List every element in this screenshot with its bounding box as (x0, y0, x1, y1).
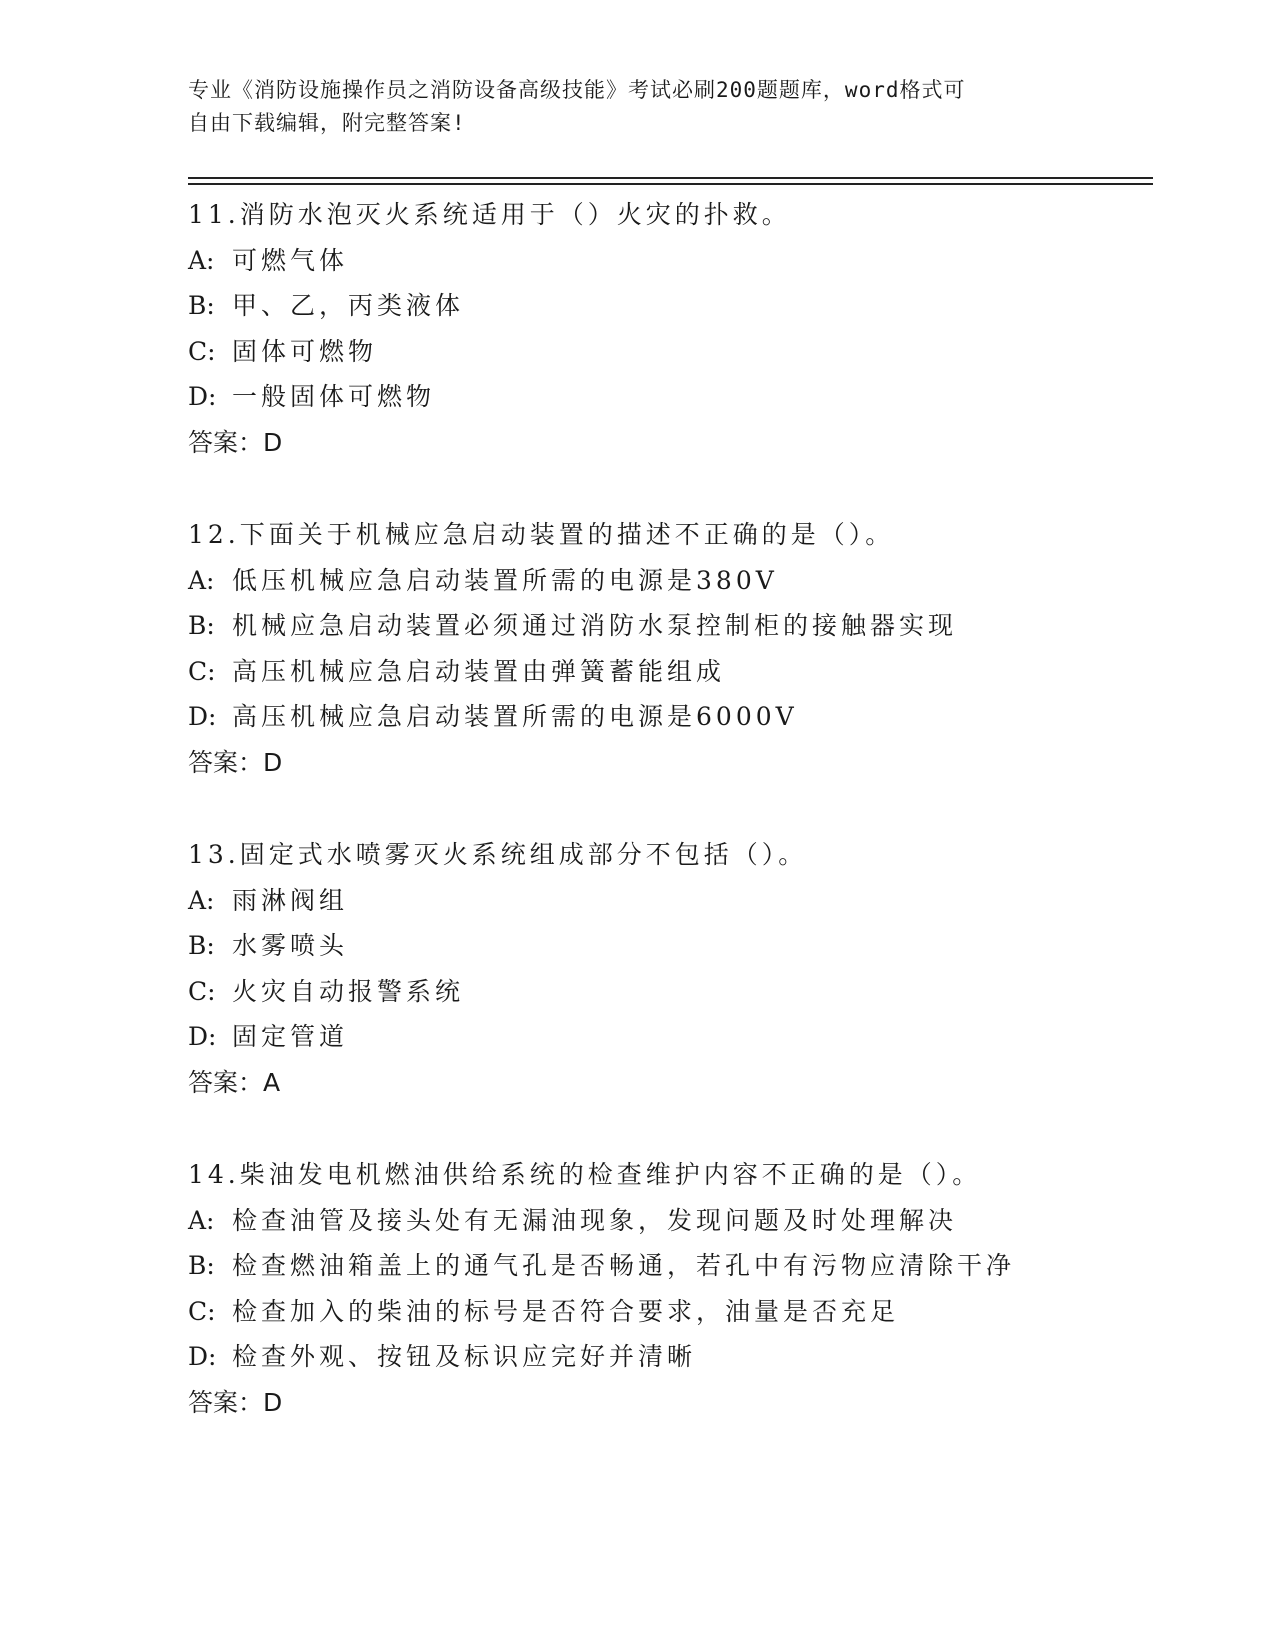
document-header (188, 74, 1068, 140)
option-letter: D: (188, 1342, 217, 1371)
question-stem: 13.固定式水喷雾灭火系统组成部分不包括（）。 (188, 840, 808, 869)
option-text: 检查加入的柴油的标号是否符合要求，油量是否充足 (232, 1296, 900, 1326)
option-text: 甲、乙，丙类液体 (232, 291, 465, 320)
header-divider-bottom (188, 183, 1153, 185)
option-c (188, 1289, 1168, 1335)
question-stem: 14.柴油发电机燃油供给系统的检查维护内容不正确的是（）。 (188, 1160, 982, 1189)
option-a (188, 1198, 1168, 1244)
option-b (188, 603, 1168, 649)
option-d (188, 374, 1168, 420)
option-letter: C: (188, 656, 216, 686)
option-a (188, 878, 1168, 924)
option-c (188, 329, 1168, 375)
option-b (188, 1243, 1168, 1289)
question-list (188, 192, 1168, 1472)
option-letter: C: (188, 1296, 216, 1326)
option-text: 检查外观、按钮及标识应完好并清晰 (232, 1342, 697, 1371)
question-11 (188, 192, 1168, 465)
option-b (188, 283, 1168, 329)
option-letter: B: (188, 291, 215, 320)
option-d (188, 694, 1168, 740)
answer-line: 答案：A (188, 1067, 281, 1097)
option-d (188, 1014, 1168, 1060)
answer-line: 答案：D (188, 1387, 283, 1417)
header-line-2: 自由下载编辑，附完整答案! (188, 111, 466, 135)
option-letter: D: (188, 1022, 217, 1051)
option-letter: A: (188, 885, 215, 915)
question-stem: 12.下面关于机械应急启动装置的描述不正确的是（）。 (188, 520, 895, 549)
option-text: 高压机械应急启动装置所需的电源是6000V (232, 702, 798, 731)
option-letter: A: (188, 245, 215, 275)
option-text: 固定管道 (232, 1022, 349, 1051)
option-text: 检查油管及接头处有无漏油现象，发现问题及时处理解决 (232, 1205, 958, 1235)
option-letter: C: (188, 336, 216, 366)
option-text: 机械应急启动装置必须通过消防水泵控制柜的接触器实现 (232, 611, 958, 640)
question-12 (188, 512, 1168, 785)
option-text: 雨淋阀组 (232, 885, 349, 915)
question-13 (188, 832, 1168, 1105)
option-letter: B: (188, 931, 215, 960)
question-14 (188, 1152, 1168, 1425)
header-line-1: 专业《消防设施操作员之消防设备高级技能》考试必刷200题题库，word格式可 (188, 78, 966, 102)
option-text: 火灾自动报警系统 (232, 976, 465, 1006)
option-letter: B: (188, 1251, 215, 1280)
option-letter: B: (188, 611, 215, 640)
option-a (188, 238, 1168, 284)
option-letter: A: (188, 1205, 215, 1235)
option-text: 水雾喷头 (232, 931, 349, 960)
option-text: 可燃气体 (232, 245, 349, 275)
option-text: 固体可燃物 (232, 336, 378, 366)
option-letter: C: (188, 976, 216, 1006)
question-stem: 11.消防水泡灭火系统适用于（）火灾的扑救。 (188, 200, 791, 229)
option-letter: D: (188, 702, 217, 731)
option-text: 高压机械应急启动装置由弹簧蓄能组成 (232, 656, 726, 686)
option-text: 低压机械应急启动装置所需的电源是380V (232, 565, 778, 595)
option-c (188, 649, 1168, 695)
option-b (188, 923, 1168, 969)
option-c (188, 969, 1168, 1015)
option-letter: A: (188, 565, 215, 595)
option-text: 检查燃油箱盖上的通气孔是否畅通，若孔中有污物应清除干净 (232, 1251, 1016, 1280)
header-divider-top (188, 177, 1153, 179)
answer-line: 答案：D (188, 747, 283, 777)
option-letter: D: (188, 382, 217, 411)
option-a (188, 558, 1168, 604)
answer-line: 答案：D (188, 427, 283, 457)
option-text: 一般固体可燃物 (232, 382, 436, 411)
option-d (188, 1334, 1168, 1380)
